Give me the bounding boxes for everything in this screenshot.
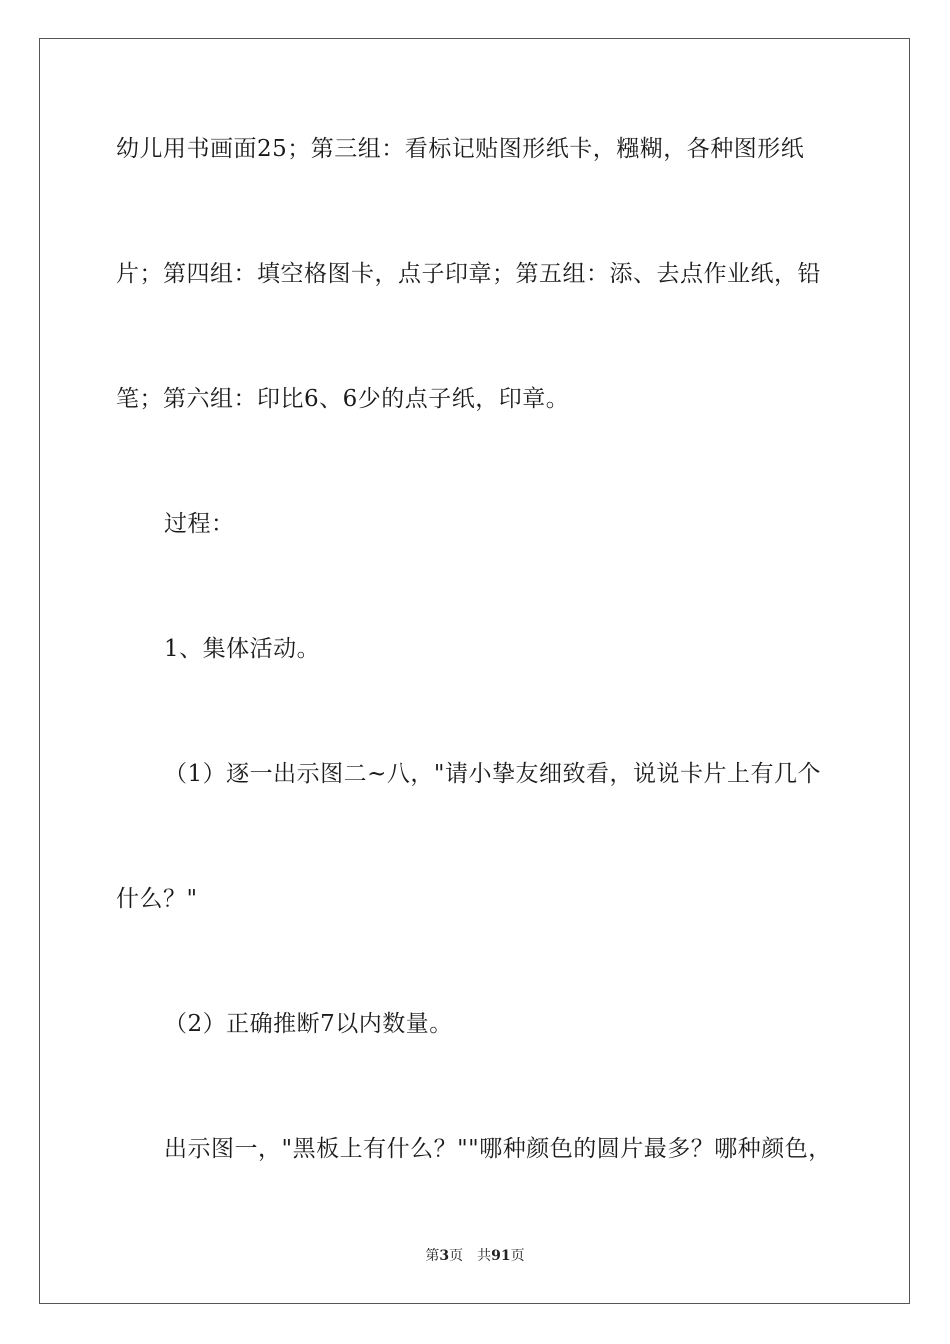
page-border: [39, 38, 910, 1304]
body-line-step2: （2）正确推断7以内数量。: [164, 1011, 453, 1037]
step-heading-1: 1、集体活动。: [164, 636, 321, 662]
section-heading-process: 过程：: [164, 511, 235, 537]
footer-prefix: 第: [425, 1248, 440, 1264]
footer-mid: 页 共: [449, 1248, 492, 1264]
body-line-figure1: 出示图一，"黑板上有什么？""哪种颜色的圆片最多？哪种颜色，: [164, 1136, 832, 1162]
body-line-3: 笔；第六组：印比6、6少的点子纸，印章。: [116, 386, 570, 412]
body-line-step1-2: 什么？": [116, 886, 198, 912]
page-number-footer: [0, 1247, 950, 1265]
footer-current-page: 3: [439, 1248, 450, 1264]
body-line-1: 幼儿用书画面25；第三组：看标记贴图形纸卡，糨糊，各种图形纸: [116, 136, 805, 162]
footer-total-pages: 91: [491, 1248, 511, 1264]
body-line-2: 片；第四组：填空格图卡，点子印章；第五组：添、去点作业纸，铅: [116, 261, 821, 287]
body-line-step1-1: （1）逐一出示图二~八，"请小挚友细致看，说说卡片上有几个: [164, 761, 821, 787]
footer-suffix: 页: [510, 1248, 525, 1264]
